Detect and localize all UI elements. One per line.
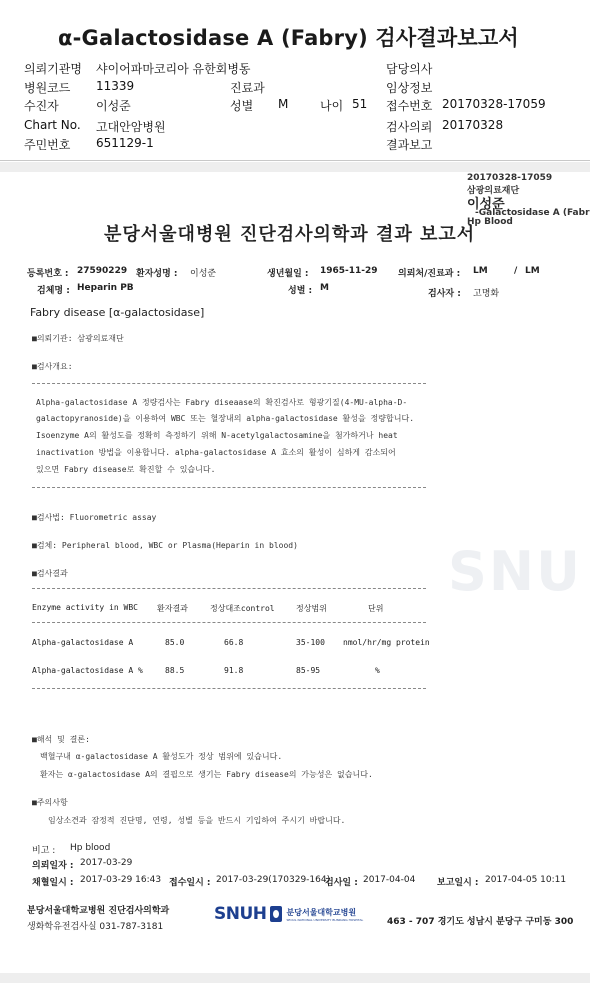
interpretation-line: 환자는 α-galactosidase A의 결핍으로 생기는 Fabry disease의 가능성은 없습니다. [40,770,373,779]
interpretation-line: 백혈구내 α-galactosidase A 활성도가 정상 범위에 있습니다. [40,752,283,761]
value-test-date: 2017-04-04 [363,875,416,885]
value-patient: 이성준 [96,99,131,113]
label-patient: 수진자 [24,99,59,113]
table-cell: 91.8 [224,666,244,675]
hospital-address: 463 - 707 경기도 성남시 분당구 구미동 300 [387,917,574,927]
overview-line: galactopyranoside)을 이용하여 WBC 또는 혈장내의 alpha-galactosidase 활성을 정량합니다. [36,414,415,423]
label-hospital-code: 병원코드 [24,81,71,95]
stamp-institution: 삼광의료재단 [467,186,520,196]
interpretation-heading: ■해석 및 결론: [32,735,90,744]
table-cell: 85-95 [296,666,321,675]
notes-heading: ■주의사항 [32,798,68,807]
table-header-normal-control: 정상대조control [210,604,275,613]
value-report-sex: M [320,283,329,293]
value-chart-no: 고대안암병원 [96,120,166,134]
label-report-time: 보고일시 : [437,878,479,888]
value-report-time: 2017-04-05 10:11 [485,875,567,885]
bottom-band [0,973,590,983]
test-name: Fabry disease [α-galactosidase] [30,306,205,319]
results-heading: ■검사결과 [32,569,68,578]
stamp-specimen: Hp Blood [467,217,513,227]
specimen-type: ■검체: Peripheral blood, WBC or Plasma(Heparin in blood) [32,541,298,550]
footer-phone: 생화학유전검사실 031-787-3181 [27,922,164,932]
logo-emblem-icon [270,906,282,922]
stamp-patient-name: 이성준 [467,197,505,212]
watermark: SNU [448,540,582,603]
referring-institution: ■의뢰기관: 삼광의료재단 [32,334,124,343]
divider [32,383,426,384]
label-registration-number: 등록번호 : [27,269,69,279]
table-cell: 88.5 [165,666,185,675]
scanned-report-title: 분당서울대병원 진단검사의학과 결과 보고서 [104,224,476,245]
logo-text: SNUH [214,904,267,924]
value-hospital-code: 11339 [96,79,135,93]
value-requested-date: 2017-03-29 [80,858,133,868]
value-referring-dept: LM [473,266,488,276]
label-requesting-institution: 의뢰기관명 [24,62,82,76]
value-resident-number: 651129-1 [96,136,154,150]
divider [32,487,426,488]
overview-line: 있으면 Fabry disease로 확진할 수 있습니다. [36,465,216,474]
value-remark: Hp blood [70,843,111,853]
logo-names [287,907,364,922]
label-chart-no: Chart No. [24,118,81,132]
value-specimen-name: Heparin PB [77,283,134,293]
divider [32,622,426,623]
label-date-of-birth: 생년월일 : [267,269,309,279]
value-test-request: 20170328 [442,118,504,132]
overview-line: inactivation 방법을 이용합니다. alpha-galactosidase A 효소의 활성이 심하게 감소되어 [36,448,396,457]
value-examiner: 고명화 [473,289,500,299]
label-report-sex: 성별 : [288,286,313,296]
value-receipt-time: 2017-03-29(170329-164) [216,875,331,885]
label-result-report: 결과보고 [386,138,433,152]
label-test-request: 검사의뢰 [386,120,433,134]
table-header-enzyme: Enzyme activity in WBC [32,603,138,612]
label-sex: 성별 [230,99,254,113]
value-patient-name: 이성준 [190,269,217,279]
notes-line: 임상소견과 잠정적 진단명, 연령, 성별 등을 반드시 기입하여 주시기 바랍니다. [48,816,346,825]
label-patient-name: 환자성명 : [136,269,178,279]
divider [32,688,426,689]
label-attending-doctor: 담당의사 [386,62,433,76]
value-sex: M [278,97,289,111]
label-clinical-info: 임상정보 [386,81,433,95]
value-age: 51 [352,97,368,111]
hospital-logo [214,904,363,924]
table-cell: Alpha-galactosidase A [32,638,134,647]
report-title: α-Galactosidase A (Fabry) 검사결과보고서 [58,26,519,50]
label-age: 나이 [320,99,344,113]
label-department: 진료과 [230,81,265,95]
overview-line: Isoenzyme A의 활성도를 정확히 측정하기 위해 N-acetylgalactosamine을 첨가하거나 heat [36,431,398,440]
value-receipt-number: 20170328-17059 [442,97,546,111]
label-remark: 비고 : [32,846,56,856]
label-examiner: 검사자 : [428,289,461,299]
stamp-test-name: -Galactosidase A (Fabr [475,208,590,218]
table-cell: 85.0 [165,638,185,647]
value-referring-dept-2: LM [525,266,540,276]
label-resident-number: 주민번호 [24,138,71,152]
value-collection-time: 2017-03-29 16:43 [80,875,162,885]
label-collection-time: 채혈일시 : [32,878,74,888]
value-date-of-birth: 1965-11-29 [320,266,378,276]
label-specimen-name: 검체명 : [37,286,70,296]
footer-organization: 분당서울대학교병원 진단검사의학과 [27,906,170,916]
logo-english-name: SEOUL NATIONAL UNIVERSITY BUNDANG HOSPITAL [286,917,364,922]
test-method: ■검사법: Fluorometric assay [32,513,157,522]
table-cell: % [375,666,380,675]
label-receipt-number: 접수번호 [386,99,433,113]
dept-separator: / [514,266,518,276]
stamp-receipt-number: 20170328-17059 [467,173,553,183]
label-receipt-time: 접수일시 : [169,878,211,888]
top-band [0,162,590,172]
table-header-normal-range: 정상범위 [296,604,327,613]
divider [32,588,426,589]
overview-line: Alpha-galactosidase A 정량검사는 Fabry diseaase의 확진검사로 형광기질(4-MU-alpha-D- [36,398,408,407]
label-test-date: 검사일 : [325,878,358,888]
value-requesting-institution: 샤이어파마코리아 유한회병동 [96,62,251,76]
table-cell: 35-100 [296,638,325,647]
overview-heading: ■검사개요: [32,362,73,371]
table-header-patient-result: 환자결과 [157,604,188,613]
table-header-unit: 단위 [368,604,384,613]
label-requested-date: 의뢰일자 : [32,861,74,871]
header-divider [0,160,590,161]
logo-korean-name: 분당서울대학교병원 [286,907,357,917]
value-registration-number: 27590229 [77,266,128,276]
label-referring-dept: 의뢰처/진료과 : [398,269,461,279]
table-cell: nmol/hr/mg protein [343,638,430,647]
table-cell: Alpha-galactosidase A % [32,666,143,675]
table-cell: 66.8 [224,638,244,647]
